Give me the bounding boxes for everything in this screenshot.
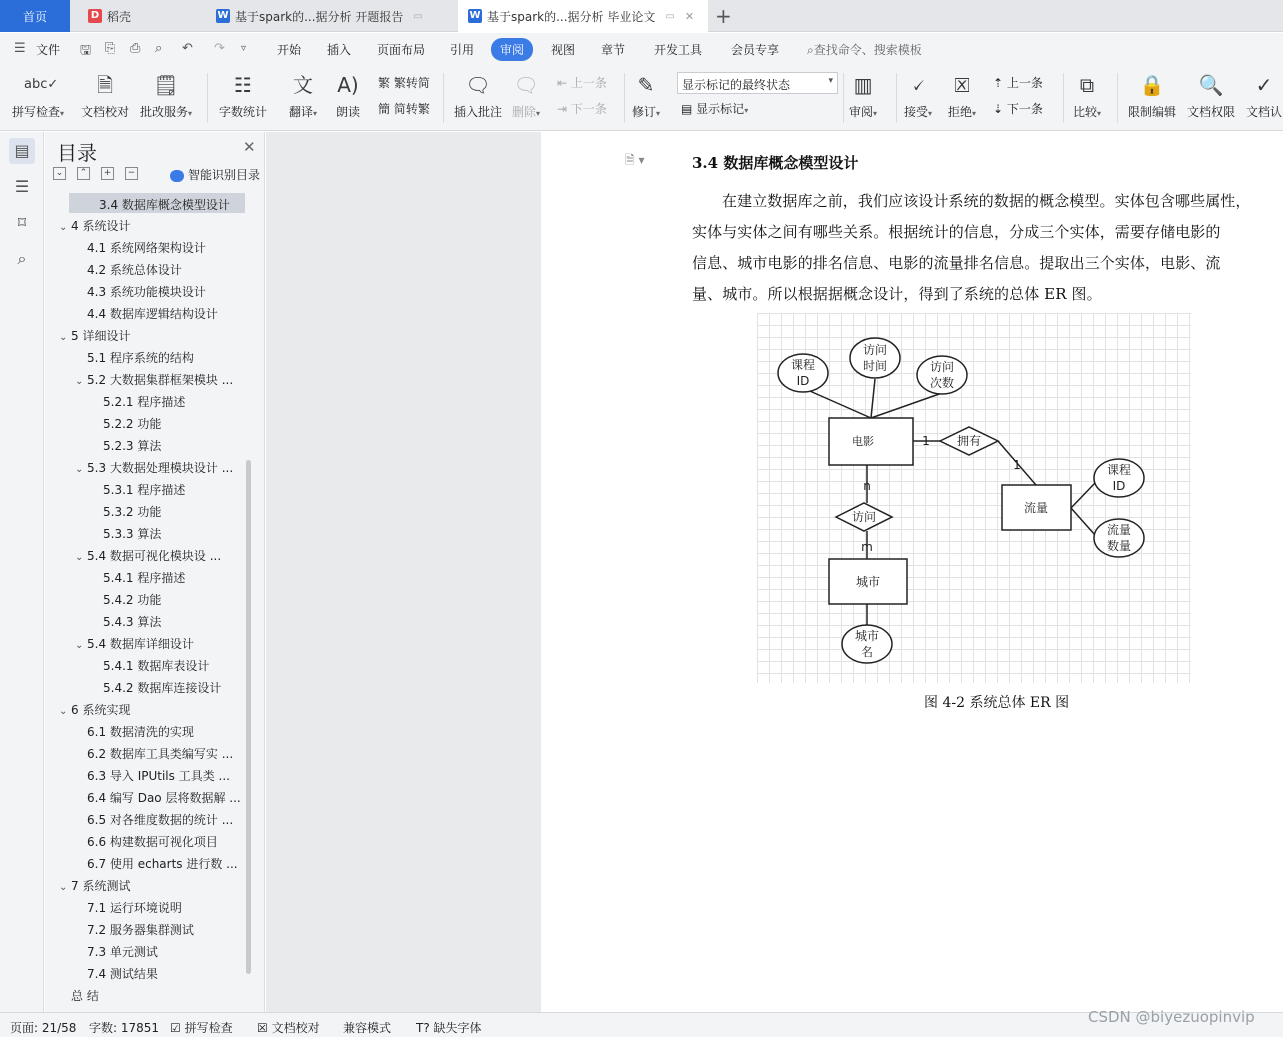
read-aloud-label: 朗读 [335, 105, 360, 119]
menu-devtools[interactable]: 开发工具 [654, 43, 703, 57]
trad-to-simp-button[interactable] [378, 74, 430, 91]
toc-item-label: 5.4 数据可视化模块设 ... [87, 549, 222, 563]
simp-to-trad-button[interactable] [378, 100, 430, 117]
ribbon-separator [896, 73, 897, 123]
toc-item[interactable] [45, 346, 245, 366]
doc-cert-icon: ✓ [1255, 73, 1273, 97]
track-changes-label: 修订 [632, 105, 657, 119]
status-spell-check[interactable] [170, 1019, 233, 1036]
review-pane-icon: ▥ [853, 73, 873, 97]
toc-item[interactable] [45, 940, 245, 960]
simp-to-trad-label: 简转繁 [393, 102, 430, 116]
smart-toc-label: 智能识别目录 [188, 168, 261, 182]
ribbon-review [0, 65, 1283, 131]
status-spell-check-label: 拼写检查 [184, 1021, 233, 1035]
spell-check-button[interactable]: abc✓ 拼写检查▾ [12, 71, 64, 120]
menu-insert[interactable]: 插入 [327, 43, 352, 57]
prev-change-button[interactable] [993, 74, 1043, 91]
chevron-down-icon[interactable]: ⌄ [59, 882, 68, 893]
prev-change-icon: ⇡ [993, 76, 1004, 90]
toc-item-label: 5.4.1 程序描述 [103, 571, 186, 585]
ribbon-separator [1063, 73, 1064, 123]
toc-item-label: 5.3.3 算法 [103, 527, 162, 541]
menu-bar [0, 33, 1283, 65]
toc-item[interactable] [45, 214, 245, 234]
toc-item-label: 总 结 [71, 989, 99, 1003]
doc-proof-button[interactable] [81, 71, 129, 120]
compare-label: 比较 [1073, 105, 1098, 119]
chevron-down-icon[interactable]: ⌄ [75, 464, 84, 475]
undo-icon[interactable]: ↶ [182, 41, 193, 56]
er-entity-text: 城市 [855, 575, 881, 589]
next-comment-icon: ⇥ [557, 102, 568, 116]
chevron-down-icon[interactable]: ⌄ [75, 552, 84, 563]
trad-simp-icon: 繁 [378, 76, 391, 90]
font-warning-icon: T? [416, 1021, 430, 1035]
toc-item-label: 5.4.1 数据库表设计 [103, 659, 210, 673]
toc-item-label: 6.5 对各维度数据的统计 ... [87, 813, 234, 827]
paragraph-line: 实体与实体之间有哪些关系。根据统计的信息，分成三个实体，需要存储电影的 [692, 223, 1221, 241]
toc-item-label: 7.4 测试结果 [87, 967, 158, 981]
toc-item[interactable] [45, 566, 245, 586]
menu-review[interactable]: 审阅 [491, 38, 533, 61]
ribbon-separator [624, 73, 625, 123]
prev-comment-label: 上一条 [570, 76, 607, 90]
close-icon[interactable]: ✕ [684, 9, 695, 23]
word-count[interactable]: 字数: 17851 [89, 1021, 160, 1035]
accept-label: 接受 [904, 105, 929, 119]
toc-item[interactable] [45, 236, 245, 256]
toc-item-label: 5.4 数据库详细设计 [87, 637, 194, 651]
toc-item-label: 5.3.1 程序描述 [103, 483, 186, 497]
print-preview-icon[interactable]: ⌕ [155, 41, 163, 56]
paragraph-line: 信息、城市电影的排名信息、电影的流量排名信息。提取出三个实体，电影、流 [692, 254, 1221, 272]
section-heading: 3.4 数据库概念模型设计 [692, 154, 859, 172]
batch-service-label: 批改服务 [140, 105, 189, 119]
toc-item-label: 6.6 构建数据可视化项目 [87, 835, 218, 849]
toc-item[interactable] [45, 412, 245, 432]
er-attr-text: 数量 [1106, 539, 1132, 553]
word-count-icon: ☷ [234, 73, 252, 97]
toc-item-label: 6.4 编写 Dao 层将数据解 ... [87, 791, 241, 805]
toc-item-label: 5.2.3 算法 [103, 439, 162, 453]
toc-item[interactable] [45, 830, 245, 850]
er-connector [871, 379, 875, 418]
track-changes-icon: ✎ [637, 73, 655, 97]
ribbon-separator [207, 73, 208, 123]
doc-proof-label: 文档校对 [81, 105, 130, 119]
toc-item[interactable] [45, 676, 245, 696]
bookmark-icon[interactable]: ⌑ [17, 213, 27, 232]
chevron-down-icon: ▾ [828, 76, 833, 86]
tab-proposal[interactable] [206, 0, 452, 32]
er-attr-text: 访问 [862, 343, 888, 357]
menu-layout[interactable]: 页面布局 [377, 43, 426, 57]
markup-state-value: 显示标记的最终状态 [682, 78, 791, 92]
track-changes-button[interactable]: ✎ 修订▾ [632, 73, 661, 119]
toc-item[interactable] [45, 808, 245, 828]
toc-item[interactable] [45, 984, 245, 1004]
batch-service-icon: 🗒 [153, 73, 179, 97]
close-icon[interactable]: ✕ [243, 138, 256, 156]
command-search-placeholder: 查找命令、搜索模板 [813, 43, 922, 57]
customize-qat-icon[interactable]: ▿ [241, 43, 247, 54]
redo-icon[interactable]: ↷ [214, 41, 225, 56]
toc-item[interactable] [45, 918, 245, 938]
compat-mode: 兼容模式 [343, 1021, 392, 1035]
toc-item[interactable] [45, 522, 245, 542]
er-attr-text: 城市 [854, 629, 880, 643]
toc-item-label: 5.2 大数据集群框架模块 ... [87, 373, 234, 387]
toc-item-label: 7 系统测试 [71, 879, 131, 893]
review-pane-button[interactable]: ▥ 审阅▾ [849, 73, 878, 119]
menu-chapter[interactable]: 章节 [601, 43, 626, 57]
toc-item[interactable] [45, 742, 245, 762]
hamburger-icon[interactable]: ☰ [14, 41, 26, 56]
checkbox-icon: ☑ [170, 1021, 181, 1035]
word-count-button[interactable] [219, 71, 267, 120]
accept-icon: 🗸 [911, 73, 926, 97]
menu-start[interactable]: 开始 [277, 43, 302, 57]
ribbon-separator [843, 73, 844, 123]
toc-item[interactable] [45, 698, 245, 718]
format-painter-icon[interactable]: ⎘ [105, 41, 116, 56]
word-icon: W [469, 10, 481, 21]
toc-item-label: 5.2.2 功能 [103, 417, 162, 431]
left-icon-strip [0, 132, 44, 1012]
accept-button[interactable]: 🗸 接受▾ [904, 73, 933, 119]
er-diagram-svg [757, 313, 1191, 683]
markup-state-select[interactable] [677, 72, 838, 94]
word-count-label: 字数统计 [219, 105, 268, 119]
robot-icon [170, 170, 184, 182]
search-icon[interactable]: ⌕ [17, 249, 27, 268]
er-connector [803, 388, 871, 418]
toc-panel-icon[interactable]: ▤ [9, 138, 35, 164]
er-connector [1071, 483, 1095, 508]
chevron-down-icon[interactable]: ⌄ [75, 376, 84, 387]
toc-item-label: 5 详细设计 [71, 329, 131, 343]
toc-item-label: 5.4.2 数据库连接设计 [103, 681, 222, 695]
toc-item-label: 6.7 使用 echarts 进行数 ... [87, 857, 238, 871]
lock-icon: 🔒 [1139, 73, 1165, 97]
share-icon[interactable]: ▭ [413, 10, 423, 22]
batch-service-button[interactable]: 🗒 批改服务▾ [140, 73, 193, 119]
toc-item[interactable] [45, 544, 245, 564]
toc-item-label: 5.1 程序系统的结构 [87, 351, 194, 365]
remove-heading-icon[interactable]: − [125, 167, 138, 180]
tab-docer[interactable] [78, 0, 203, 32]
doc-proof-icon: 🗎 [96, 73, 114, 97]
toc-item[interactable] [45, 874, 245, 894]
toc-item-label: 4.4 数据库逻辑结构设计 [87, 307, 218, 321]
tab-docer-label: 稻壳 [107, 9, 132, 24]
status-doc-proof-label: 文档校对 [271, 1021, 320, 1035]
status-doc-proof[interactable] [257, 1019, 320, 1036]
toc-item[interactable] [45, 764, 245, 784]
toc-item[interactable] [45, 852, 245, 872]
add-heading-icon[interactable]: + [101, 167, 114, 180]
toc-item-label: 7.1 运行环境说明 [87, 901, 182, 915]
er-attr-text: 访问 [929, 360, 955, 374]
toc-list [45, 192, 250, 1010]
delete-comment-label: 删除 [512, 105, 537, 119]
toc-item-label: 6.3 导入 IPUtils 工具类 ... [87, 769, 230, 783]
doc-permission-button[interactable] [1187, 71, 1235, 120]
er-cardinality: n [863, 479, 871, 493]
show-markup-icon: ▤ [681, 102, 693, 116]
figure-caption: 图 4-2 系统总体 ER 图 [924, 695, 1070, 711]
toc-item[interactable] [69, 193, 245, 213]
er-cardinality: 1 [922, 434, 930, 448]
toc-item-label: 6 系统实现 [71, 703, 131, 717]
show-markup-label: 显示标记 [696, 102, 745, 116]
toc-item[interactable] [45, 478, 245, 498]
restrict-edit-button[interactable] [1128, 71, 1176, 120]
next-comment-button[interactable] [557, 100, 607, 117]
menu-reference[interactable]: 引用 [450, 43, 475, 57]
expand-all-icon[interactable]: ⌄ [53, 167, 66, 180]
next-change-button[interactable] [993, 100, 1043, 117]
menu-view[interactable]: 视图 [551, 43, 576, 57]
toc-item-label: 6.1 数据清洗的实现 [87, 725, 194, 739]
restrict-edit-label: 限制编辑 [1128, 105, 1177, 119]
er-entity-text: 流量 [1023, 501, 1049, 515]
missing-font-label: 缺失字体 [433, 1021, 482, 1035]
doc-cert-label: 文档认 [1246, 105, 1283, 119]
er-diagram[interactable] [757, 313, 1191, 683]
toc-item-label: 4.3 系统功能模块设计 [87, 285, 206, 299]
er-attr-text: 流量 [1106, 523, 1132, 537]
toc-item[interactable] [45, 324, 245, 344]
page-indicator[interactable]: 页面: 21/58 [10, 1021, 77, 1035]
toc-item-label: 5.3.2 功能 [103, 505, 162, 519]
next-change-icon: ⇣ [993, 102, 1004, 116]
doc-permission-icon: 🔍 [1198, 73, 1224, 97]
er-attr-text: 课程 [1106, 463, 1132, 477]
er-cardinality: 1 [1013, 458, 1021, 472]
compare-button[interactable]: ⧉ 比较▾ [1073, 73, 1102, 119]
toc-item[interactable] [45, 610, 245, 630]
paragraph-line: 在建立数据库之前，我们应该设计系统的数据的概念模型。实体包含哪些属性， [722, 192, 1251, 210]
simp-trad-icon: 簡 [378, 102, 391, 116]
toc-item-label: 5.4.3 算法 [103, 615, 162, 629]
er-attr-text: 次数 [929, 376, 955, 390]
toc-item[interactable] [45, 302, 245, 322]
toc-item[interactable] [45, 654, 245, 674]
save-icon[interactable]: 🖫 [80, 43, 92, 58]
toc-item[interactable] [45, 632, 245, 652]
toc-item-label: 5.4.2 功能 [103, 593, 162, 607]
smart-toc-button[interactable] [170, 166, 260, 183]
er-attr-text: ID [1112, 479, 1126, 493]
command-search[interactable] [807, 41, 922, 58]
er-attr-text: 时间 [862, 359, 888, 373]
prev-change-label: 上一条 [1006, 76, 1043, 90]
toc-item-label: 6.2 数据库工具类编写实 ... [87, 747, 234, 761]
delete-comment-button[interactable]: 🗨 删除▾ [512, 73, 541, 119]
reject-button[interactable]: 🗵 拒绝▾ [948, 73, 977, 119]
er-connector [1071, 508, 1095, 535]
watermark: CSDN @biyezuopinvip [1088, 1008, 1255, 1026]
paragraph-menu-icon[interactable]: 🗎 ▾ [625, 153, 645, 167]
er-attr-text: 名 [860, 645, 874, 659]
toc-item[interactable] [45, 588, 245, 608]
ribbon-separator [1117, 73, 1118, 123]
insert-comment-label: 插入批注 [454, 105, 503, 119]
toc-item-label: 4.1 系统网络架构设计 [87, 241, 206, 255]
tab-home[interactable] [0, 0, 70, 32]
tab-bar [0, 0, 1283, 32]
er-attr-text: 课程 [790, 358, 816, 372]
read-aloud-button[interactable] [334, 71, 362, 120]
er-relation-text: 访问 [851, 510, 877, 524]
toc-item[interactable] [45, 280, 245, 300]
next-change-label: 下一条 [1006, 102, 1043, 116]
new-tab-button[interactable]: + [715, 4, 732, 28]
toc-item-label: 7.3 单元测试 [87, 945, 158, 959]
toc-item-label: 4 系统设计 [71, 219, 131, 233]
review-pane-label: 审阅 [849, 105, 874, 119]
next-comment-label: 下一条 [570, 102, 607, 116]
doc-cert-button[interactable] [1246, 71, 1282, 120]
read-aloud-icon: A) [337, 73, 359, 97]
translate-label: 翻译 [289, 105, 314, 119]
toc-item[interactable] [45, 456, 245, 476]
toc-item-label: 5.2.1 程序描述 [103, 395, 186, 409]
navigation-icon[interactable]: ☰ [14, 177, 30, 196]
er-cardinality: m [861, 540, 873, 554]
insert-comment-button[interactable] [454, 71, 502, 120]
tab-home-label: 首页 [22, 9, 47, 24]
toc-item-label: 5.3 大数据处理模块设计 ... [87, 461, 234, 475]
prev-comment-button[interactable] [557, 74, 607, 91]
toc-item[interactable] [45, 896, 245, 916]
share-icon[interactable]: ▭ [665, 10, 675, 22]
doc-permission-label: 文档权限 [1187, 105, 1236, 119]
toc-item-label: 7.2 服务器集群测试 [87, 923, 194, 937]
chevron-down-icon[interactable]: ⌄ [75, 640, 84, 651]
er-relation-text: 拥有 [956, 434, 982, 448]
toc-scrollbar[interactable] [246, 460, 251, 974]
delete-comment-icon: 🗨 [513, 73, 539, 97]
menu-member[interactable]: 会员专享 [731, 43, 780, 57]
toc-item[interactable] [45, 390, 245, 410]
search-icon: ⌕ [807, 43, 814, 57]
add-comment-icon: 🗨 [465, 73, 491, 97]
trad-to-simp-label: 繁转简 [393, 76, 430, 90]
toc-item[interactable] [45, 962, 245, 982]
missing-font[interactable] [416, 1019, 482, 1036]
spell-check-label: 拼写检查 [12, 105, 61, 119]
proof-icon: ☒ [257, 1021, 268, 1035]
toc-item[interactable] [45, 368, 245, 388]
tab-thesis-label: 基于spark的...据分析 毕业论文 [487, 9, 656, 24]
print-icon[interactable]: ⎙ [130, 41, 141, 56]
toc-item-label: 4.2 系统总体设计 [87, 263, 182, 277]
toc-item[interactable] [45, 500, 245, 520]
paragraph-line: 量、城市。所以根据据概念设计，得到了系统的总体 ER 图。 [692, 285, 1102, 303]
word-icon: W [217, 10, 229, 21]
chevron-down-icon[interactable]: ⌄ [59, 222, 68, 233]
chevron-down-icon[interactable]: ⌄ [59, 706, 68, 717]
toc-item[interactable] [45, 258, 245, 278]
reject-icon: 🗵 [954, 73, 970, 97]
prev-comment-icon: ⇤ [557, 76, 568, 90]
toc-item[interactable] [45, 434, 245, 454]
er-attr-text: ID [796, 374, 810, 388]
menu-file[interactable]: 文件 [36, 43, 61, 57]
er-entity-text: 电影 [852, 435, 874, 448]
toc-panel [45, 132, 265, 1012]
translate-icon: 文 [293, 73, 314, 97]
docer-icon: D [88, 9, 102, 23]
toc-item[interactable] [45, 786, 245, 806]
toc-title: 目录 [57, 141, 97, 165]
tab-thesis[interactable] [458, 0, 708, 32]
reject-label: 拒绝 [948, 105, 973, 119]
spell-check-icon: abc✓ [24, 77, 59, 92]
translate-button[interactable]: 文 翻译▾ [289, 73, 318, 119]
show-markup-button[interactable]: ▤ 显示标记▾ [681, 102, 749, 116]
compare-icon: ⧉ [1079, 73, 1095, 97]
toc-item-label: 3.4 数据库概念模型设计 [99, 198, 230, 212]
tab-proposal-label: 基于spark的...据分析 开题报告 [235, 9, 404, 24]
collapse-all-icon[interactable]: ⌃ [77, 167, 90, 180]
chevron-down-icon[interactable]: ⌄ [59, 332, 68, 343]
toc-item[interactable] [45, 720, 245, 740]
ribbon-separator [443, 73, 444, 123]
er-connector [871, 393, 942, 418]
